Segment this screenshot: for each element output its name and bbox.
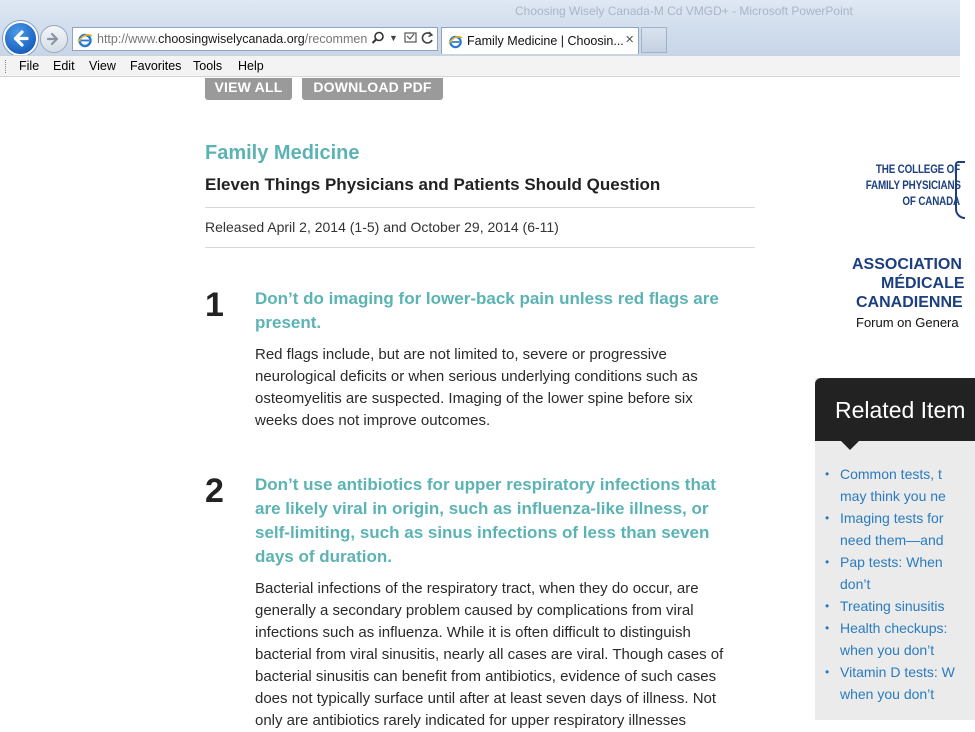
- web-page: [0, 78, 966, 729]
- cma-logo[interactable]: ASSOCIATION MÉDICALE CANADIENNE: [852, 256, 965, 311]
- forward-arrow-icon: [46, 31, 62, 47]
- release-date: Released April 2, 2014 (1-5) and October 29, 2014 (6-11): [205, 219, 559, 235]
- back-arrow-icon: [11, 29, 30, 48]
- forum-caption: Forum on Genera: [856, 315, 959, 330]
- header-pointer: [841, 441, 859, 450]
- recommendation-heading: Don’t use antibiotics for upper respiratory infections that are likely viral in origin, such as influenza-like illness, or self-limiting, such as sinus infections of less than seven days of duration.: [255, 475, 716, 566]
- cfpc-logo[interactable]: THE COLLEGE OF FAMILY PHYSICIANS OF CANADA: [865, 162, 961, 208]
- menu-view[interactable]: View: [89, 59, 116, 73]
- menu-edit[interactable]: Edit: [53, 59, 75, 73]
- dropdown-arrow-icon[interactable]: ▼: [389, 33, 398, 43]
- search-icon[interactable]: [371, 31, 385, 48]
- close-icon[interactable]: ×: [625, 31, 634, 48]
- menu-favorites[interactable]: Favorites: [130, 59, 182, 73]
- related-item-link[interactable]: • Imaging tests for need them—and: [825, 510, 944, 548]
- cfpc-crest-icon: [955, 161, 965, 219]
- divider: [205, 247, 755, 248]
- address-bar[interactable]: [72, 27, 438, 51]
- view-all-button[interactable]: VIEW ALL: [205, 78, 292, 100]
- recommendation-body: Bacterial infections of the respiratory tract, when they do occur, are generally a secondary problem caused by complications from viral infections such as influenza. While it is often difficult to distinguish bacterial from viral sinusitis, nearly all cases are viral. Though cases of bacterial sinusitis can benefit from antibiotics, evidence of such cases does not typically surface until after at least seven days of illness. Not only are antibiotics rarely indicated for upper respiratory illnesses: [255, 580, 724, 729]
- refresh-icon[interactable]: [421, 31, 434, 48]
- browser-tab-active[interactable]: [441, 27, 639, 54]
- menu-help[interactable]: Help: [238, 59, 264, 73]
- menu-file[interactable]: File: [19, 59, 40, 73]
- specialty-heading[interactable]: Family Medicine: [205, 142, 360, 164]
- back-button[interactable]: [3, 21, 38, 56]
- related-item-link[interactable]: • Treating sinusitis: [825, 598, 945, 614]
- menu-bar: [0, 55, 960, 77]
- browser-chrome: [0, 0, 960, 55]
- ie-icon: [77, 32, 93, 48]
- compatibility-icon[interactable]: [404, 31, 417, 47]
- recommendation-number: 2: [205, 472, 224, 510]
- divider: [205, 207, 755, 208]
- page-title: Eleven Things Physicians and Patients Should Question: [205, 175, 661, 194]
- forward-button[interactable]: [40, 25, 68, 53]
- recommendation-body: Red flags include, but are not limited to, severe or progressive neurological deficits or when serious underlying conditions such as osteomyelitis are suspected. Imaging of the lower spine before six weeks does not improve outcomes.: [255, 346, 698, 429]
- new-tab-button[interactable]: [641, 27, 667, 53]
- menu-tools[interactable]: Tools: [193, 59, 223, 73]
- related-item-link[interactable]: • Vitamin D tests: W when you don’t: [825, 664, 955, 702]
- recommendation-heading: Don’t do imaging for lower-back pain unless red flags are present.: [255, 289, 719, 332]
- related-item-link[interactable]: • Health checkups: when you don’t: [825, 620, 948, 658]
- window-title: Choosing Wisely Canada-M Cd VMGD+ - Microsoft PowerPoint: [515, 4, 853, 18]
- related-items-list: [825, 463, 970, 705]
- recommendation-number: 1: [205, 286, 224, 324]
- tab-title: Family Medicine | Choosin...: [467, 34, 624, 48]
- url-text[interactable]: http://www.choosingwiselycanada.org/recommen: [97, 32, 368, 46]
- related-item-link[interactable]: • Pap tests: When don’t: [825, 554, 943, 592]
- ie-icon: [448, 34, 463, 49]
- toolbar-grip: [5, 60, 7, 73]
- download-pdf-button[interactable]: DOWNLOAD PDF: [302, 78, 443, 100]
- related-items-header: Related Item: [815, 378, 975, 441]
- related-item-link[interactable]: • Common tests, t may think you ne: [825, 466, 946, 504]
